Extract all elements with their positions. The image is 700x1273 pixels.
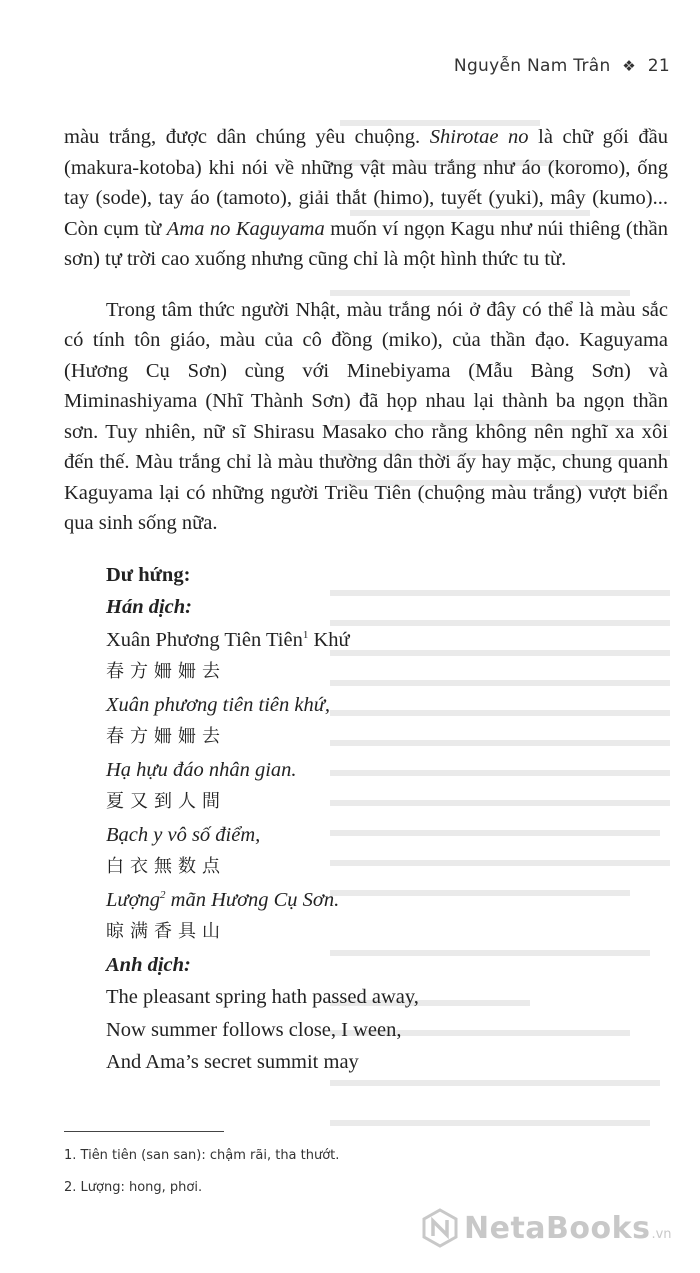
footnote-divider [64, 1131, 224, 1132]
viet-line-4-a: Lượng [106, 888, 161, 911]
running-header [454, 56, 670, 76]
english-line-1: The pleasant spring hath passed away, [106, 986, 419, 1008]
page-number: 21 [647, 56, 670, 76]
poem-title [106, 624, 668, 657]
netabooks-watermark [420, 1208, 672, 1248]
english-line-2: Now summer follows close, I ween, [106, 1018, 402, 1041]
han-line-1: 春方姍姍去 [106, 661, 226, 682]
watermark-tld: .vn [651, 1226, 672, 1242]
paragraph-1 [64, 122, 668, 275]
paragraph-1-text-b: là chữ gối đầu (makura-kotoba) khi nói về những vật màu trắng như áo (koromo), ống tay (sode), tay áo (tamoto), giải thắt (himo), tuyết (yuki), mây (kumo)... Còn cụm từ [64, 126, 668, 240]
viet-line-4-b: mãn Hương Cụ Sơn. [165, 888, 340, 911]
poem-block [64, 559, 668, 1079]
han-line-3: 夏又到人間 [106, 791, 226, 812]
paragraph-1-text-c: muốn ví ngọn Kagu như núi thiêng (thần sơn) tự trời cao xuống nhưng cũng chỉ là một hình thức tu từ. [64, 217, 668, 270]
author-name: Nguyễn Nam Trân [453, 56, 611, 76]
viet-line-4 [106, 884, 668, 917]
du-hung-heading: Dư hứng: [106, 563, 191, 586]
paragraph-1-text-a: màu trắng, được dân chúng yêu chuộng. [64, 126, 430, 148]
paragraph-2: Trong tâm thức người Nhật, màu trắng nói ở đây có thể là màu sắc có tính tôn giáo, màu của cô đồng (miko), của thần đạo. Kaguyama (Hương Cụ Sơn) cùng với Minebiyama (Mẫu Bàng Sơn) và Miminashiyama (Nhĩ Thành Sơn) đã họp nhau lại thành ba ngọn thần sơn. Tuy nhiên, nữ sĩ Shirasu Masako cho rằng không nên nghĩ xa xôi đến thế. Màu trắng chỉ là màu thường dân thời ấy hay mặc, chung quanh Kaguyama lại có những người Triều Tiên (chuộng màu trắng) vượt biển qua sinh sống nữa. [64, 298, 668, 534]
poem-title-text: Xuân Phương Tiên Tiên [106, 628, 303, 651]
han-line-4: 白衣無数点 [106, 856, 226, 877]
viet-line-3: Bạch y vô số điểm, [106, 823, 261, 846]
term-shirotae-no: Shirotae no [429, 126, 529, 148]
anh-dich-heading: Anh dịch: [106, 953, 191, 976]
poem-title-end: Khứ [308, 628, 350, 651]
watermark-name: NetaBooks [464, 1210, 651, 1246]
viet-line-2: Hạ hựu đáo nhân gian. [106, 758, 297, 781]
ornament-icon: ❖ [622, 57, 637, 75]
han-line-5: 晾满香具山 [106, 921, 226, 942]
term-ama-no-kaguyama: Ama no Kaguyama [166, 217, 325, 240]
english-line-3: And Ama’s secret summit may [106, 1051, 359, 1073]
netabooks-logo-icon [420, 1208, 460, 1248]
han-line-2: 春方姍姍去 [106, 726, 226, 747]
footnote-ref-1: 1 [302, 628, 309, 641]
han-dich-heading: Hán dịch: [106, 596, 192, 618]
footnote-ref-2: 2 [160, 888, 166, 901]
main-text [64, 122, 668, 1079]
footnote-2: 2. Lượng: hong, phơi. [64, 1180, 203, 1195]
footnote-1: 1. Tiên tiên (san san): chậm rãi, tha thướt. [64, 1148, 340, 1163]
viet-line-1: Xuân phương tiên tiên khứ, [106, 693, 331, 716]
